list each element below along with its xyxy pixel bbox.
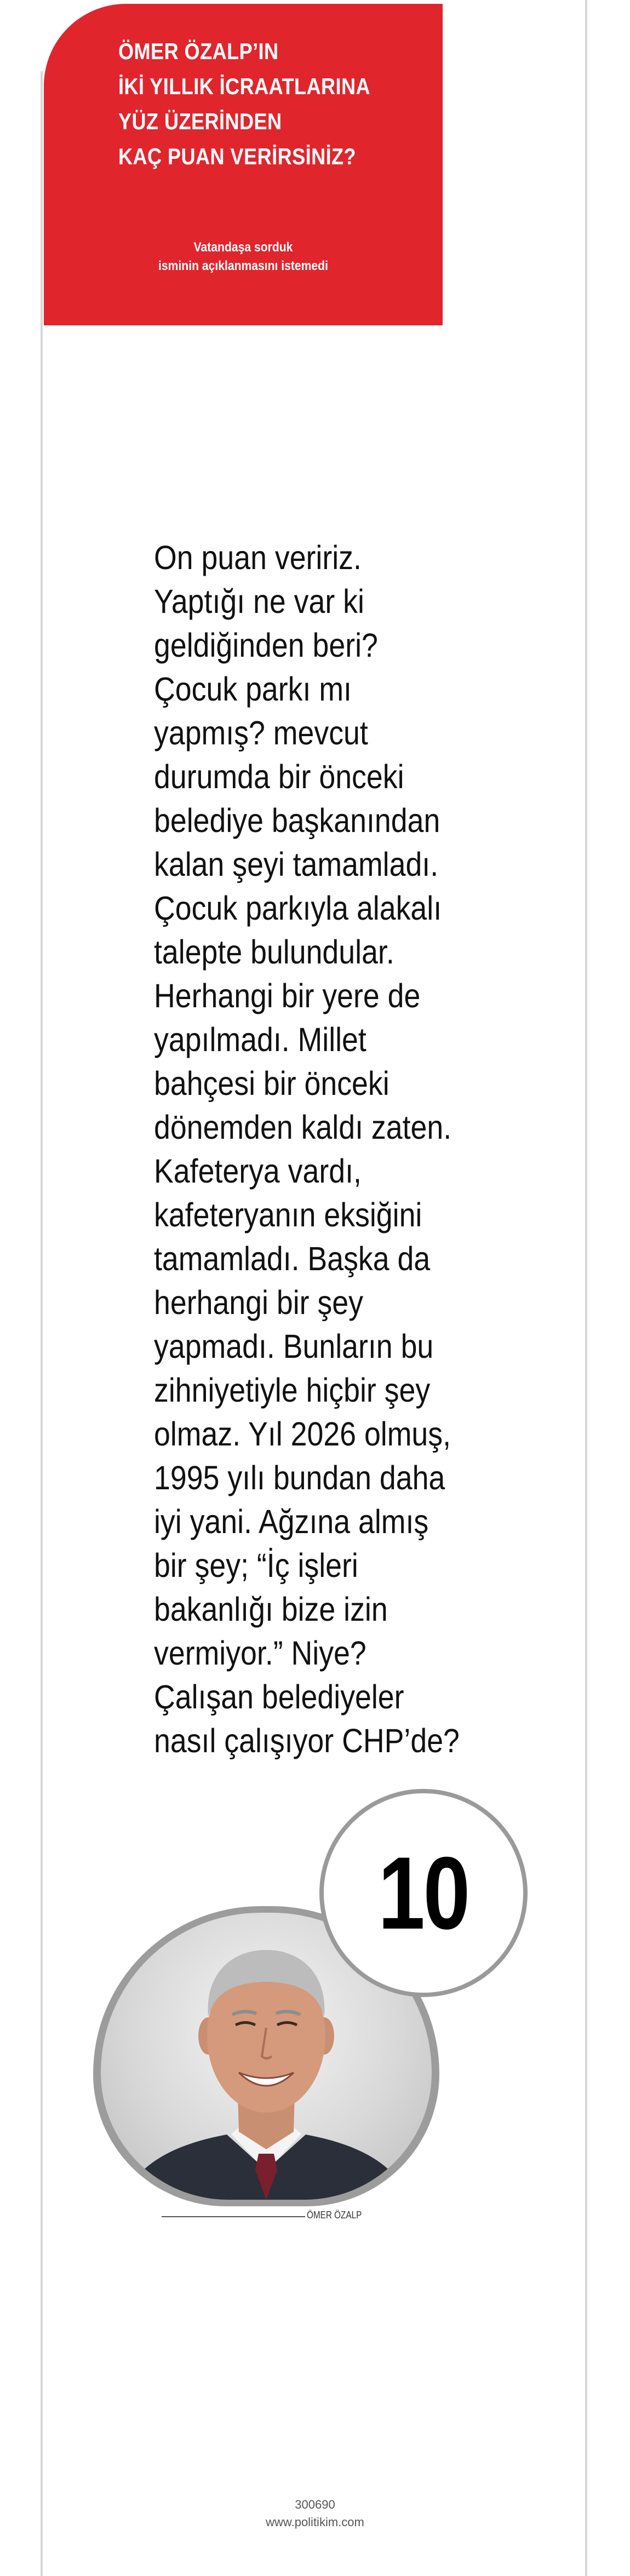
quote-line: nasıl çalışıyor CHP’de? <box>154 1722 460 1759</box>
header-banner <box>44 4 443 325</box>
quote-line: tamamladı. Başka da <box>154 1240 431 1277</box>
footer-code: 300690 <box>295 2498 335 2511</box>
quote-line: yapmadı. Bunların bu <box>154 1328 434 1365</box>
quote-line: bahçesi bir önceki <box>154 1065 390 1102</box>
quote-line: kafeteryanın eksiğini <box>154 1196 422 1234</box>
headline-line-2: İKİ YILLIK İCRAATLARINA <box>118 73 371 99</box>
quote-line: On puan veririz. <box>154 539 362 576</box>
score-badge <box>319 1789 528 1997</box>
left-rule <box>41 71 43 2576</box>
quote-line: geldiğinden beri? <box>154 627 378 664</box>
quote-line: iyi yani. Ağzına almış <box>154 1503 429 1540</box>
footer-website: www.politikim.com <box>266 2515 364 2529</box>
quote-line: yapılmadı. Millet <box>154 1021 366 1058</box>
quote-line: Herhangi bir yere de <box>154 977 421 1014</box>
quote-line: belediye başkanından <box>154 802 440 839</box>
quote-line: vermiyor.” Niye? <box>154 1634 366 1672</box>
quote-line: Çalışan belediyeler <box>154 1678 404 1716</box>
quote-line: dönemden kaldı zaten. <box>154 1109 452 1146</box>
headline-line-4: KAÇ PUAN VERİRSİNİZ? <box>118 144 357 169</box>
quote-line: herhangi bir şey <box>154 1284 363 1321</box>
quote-line: yapmış? mevcut <box>154 714 368 751</box>
quote-line: Kafeterya vardı, <box>154 1152 362 1190</box>
quote-line: zihniyetiyle hiçbir şey <box>154 1372 431 1409</box>
score-value: 10 <box>378 1835 469 1950</box>
quote-line: 1995 yılı bundan daha <box>154 1459 445 1496</box>
quote-line: Yaptığı ne var ki <box>154 583 364 620</box>
right-rule <box>585 0 587 2576</box>
quote-line: bir şey; “İç işleri <box>154 1547 358 1584</box>
headline-line-1: ÖMER ÖZALP’IN <box>118 38 279 64</box>
quote-line: kalan şeyi tamamladı. <box>154 846 439 883</box>
subtitle-line-2: isminin açıklanmasını istemedi <box>158 259 328 273</box>
quote-line: durumda bir önceki <box>154 758 404 795</box>
quote-line: olmaz. Yıl 2026 olmuş, <box>154 1415 451 1453</box>
quote-text <box>154 536 462 1763</box>
headline-line-3: YÜZ ÜZERİNDEN <box>118 108 282 134</box>
caption-rule <box>162 2216 305 2217</box>
quote-line: bakanlığı bize izin <box>154 1591 388 1628</box>
quote-line: talepte bulundular. <box>154 933 394 971</box>
photo-caption: ÖMER ÖZALP <box>307 2210 362 2221</box>
subtitle-line-1: Vatandaşa sorduk <box>193 240 293 255</box>
quote-line: Çocuk parkı mı <box>154 670 352 708</box>
quote-line: Çocuk parkıyla alakalı <box>154 890 442 927</box>
